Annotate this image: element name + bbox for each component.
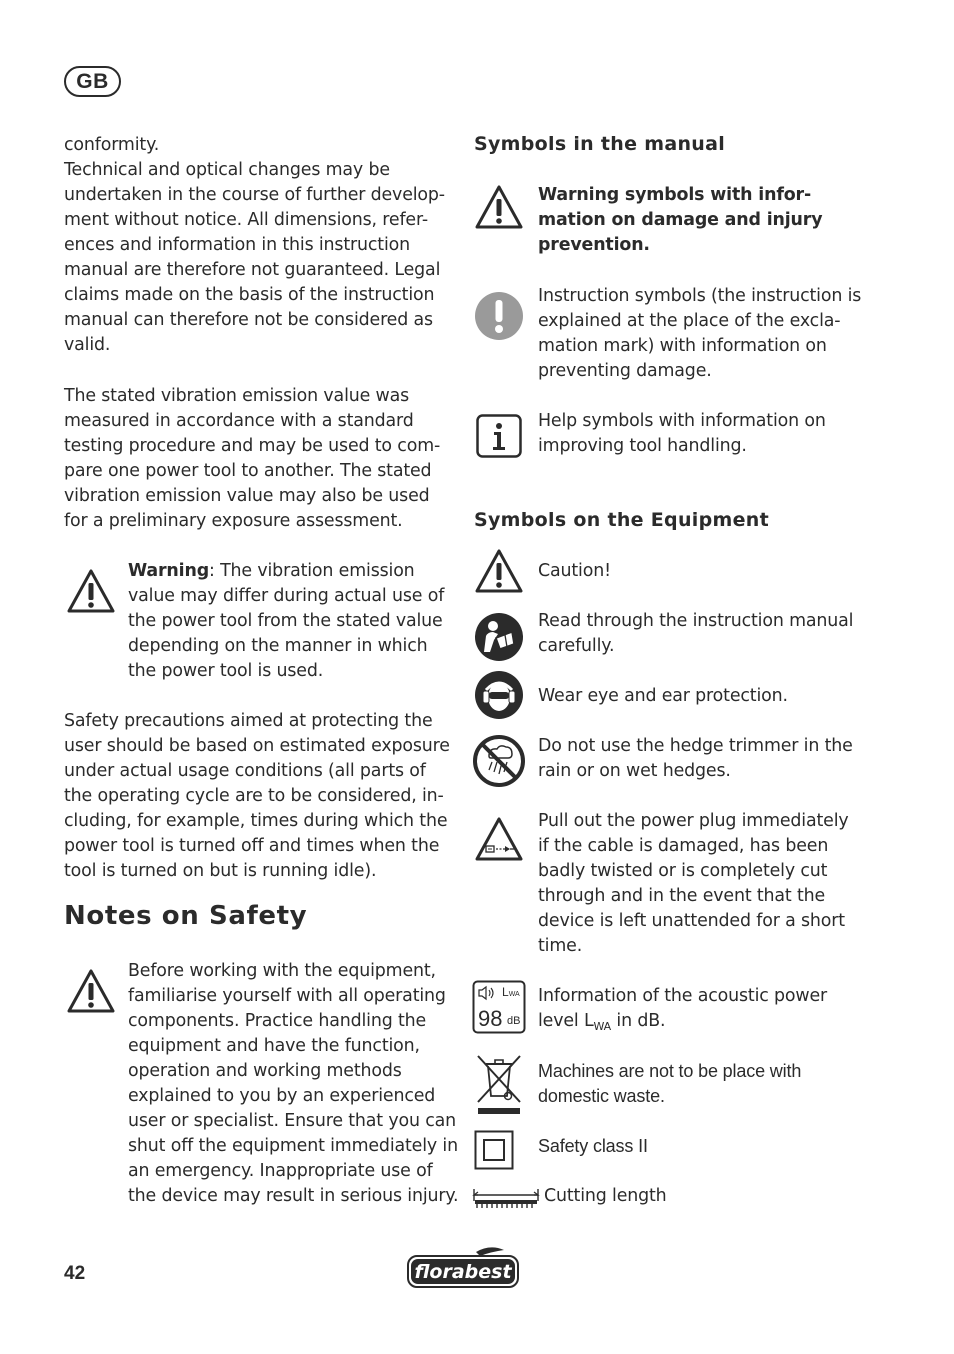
acoustic-text: Information of the acoustic power level $L_{WA}$ in dB. <box>538 986 828 1033</box>
cutting-length-text: Cutting length <box>544 1186 667 1206</box>
intro-line: valid. <box>64 335 111 355</box>
notes-on-safety-heading: Notes on Safety <box>64 901 308 931</box>
intro-line: ment without notice. All dimensions, refer- <box>64 210 428 230</box>
manual-symbol-help-text: Help symbols with information on improving tool handling. <box>538 411 826 456</box>
vibration-paragraph: The stated vibration emission value was measured in accordance with a standard testing procedure and may be used to com- pare one power tool to another. The stated vibration emission value may also be used for a preliminary exposure assessment. <box>64 386 441 531</box>
acoustic-label-sub: WA <box>508 991 520 998</box>
intro-line: claims made on the basis of the instruction <box>64 285 435 305</box>
intro-line: conformity. <box>64 135 160 155</box>
intro-paragraph <box>64 133 445 358</box>
intro-line: Technical and optical changes may be <box>64 160 390 180</box>
acoustic-value: 98 <box>478 1006 503 1031</box>
acoustic-unit: dB <box>507 1015 521 1027</box>
notes-paragraph: Before working with the equipment, familiarise yourself with all operating components. Practice handling the equipment and have the function, operation and working methods explained to you by an experienced user or specialist. Ensure that you can shut off the equipment immediately in an emergency. Inappropriate use of the device may result in serious injury. <box>128 961 459 1206</box>
pull-plug-text: Pull out the power plug immediately if the cable is damaged, has been badly twisted or is completely cut through and in the event that the device is left unattended for a short time. <box>538 811 849 956</box>
page-number: 42 <box>64 1263 86 1284</box>
protection-text: Wear eye and ear protection. <box>538 686 788 706</box>
read-manual-icon <box>474 612 524 662</box>
exclamation-circle-icon <box>474 291 524 341</box>
manual-symbol-warning-text: Warning symbols with infor- mation on damage and injury prevention. <box>538 185 823 255</box>
cutting-length-icon <box>472 1185 540 1211</box>
intro-line: manual are therefore not guaranteed. Legal <box>64 260 441 280</box>
safety-class-text: Safety class II <box>538 1136 648 1156</box>
pull-plug-warning-icon <box>474 816 524 862</box>
safety-precautions-paragraph: Safety precautions aimed at protecting the user should be based on estimated exposure under actual usage conditions (all parts of the operating cycle are to be considered, in- cluding, for example, times during which the power tool is turned off and times when the tool is turned on but is running idle). <box>64 711 450 881</box>
vibration-warning: Warning: The vibration emission value may differ during actual use of the power tool from the stated value depending on the manner in which the power tool is used. <box>128 561 445 681</box>
manual-symbol-instruction-text: Instruction symbols (the instruction is explained at the place of the excla- mation mark) with information on preventing damage. <box>538 286 862 381</box>
waste-text: Machines are not to be place with domestic waste. <box>538 1061 802 1106</box>
rain-text: Do not use the hedge trimmer in the rain or on wet hedges. <box>538 736 853 781</box>
warning-triangle-icon <box>66 968 116 1014</box>
caution-triangle-icon <box>474 548 524 594</box>
brand-wordmark: florabest <box>414 1261 512 1283</box>
florabest-logo <box>406 1246 520 1295</box>
acoustic-power-icon <box>472 980 526 1034</box>
info-icon <box>476 414 522 458</box>
warning-triangle-icon <box>474 184 524 230</box>
crossed-bin-icon <box>474 1052 524 1118</box>
symbols-on-equipment-heading: Symbols on the Equipment <box>474 509 769 531</box>
no-rain-icon <box>472 734 526 788</box>
symbols-in-manual-heading: Symbols in the manual <box>474 133 726 155</box>
safety-class-ii-icon <box>474 1130 514 1170</box>
intro-line: undertaken in the course of further develop- <box>64 185 445 205</box>
intro-line: ences and information in this instruction <box>64 235 410 255</box>
warning-triangle-icon <box>66 568 116 614</box>
intro-line: manual can therefore not be considered as <box>64 310 433 330</box>
caution-text: Caution! <box>538 561 611 581</box>
acoustic-label: L <box>502 985 509 999</box>
read-manual-text: Read through the instruction manual carefully. <box>538 611 854 656</box>
language-badge: GB <box>64 66 121 97</box>
eye-ear-protection-icon <box>474 670 524 720</box>
